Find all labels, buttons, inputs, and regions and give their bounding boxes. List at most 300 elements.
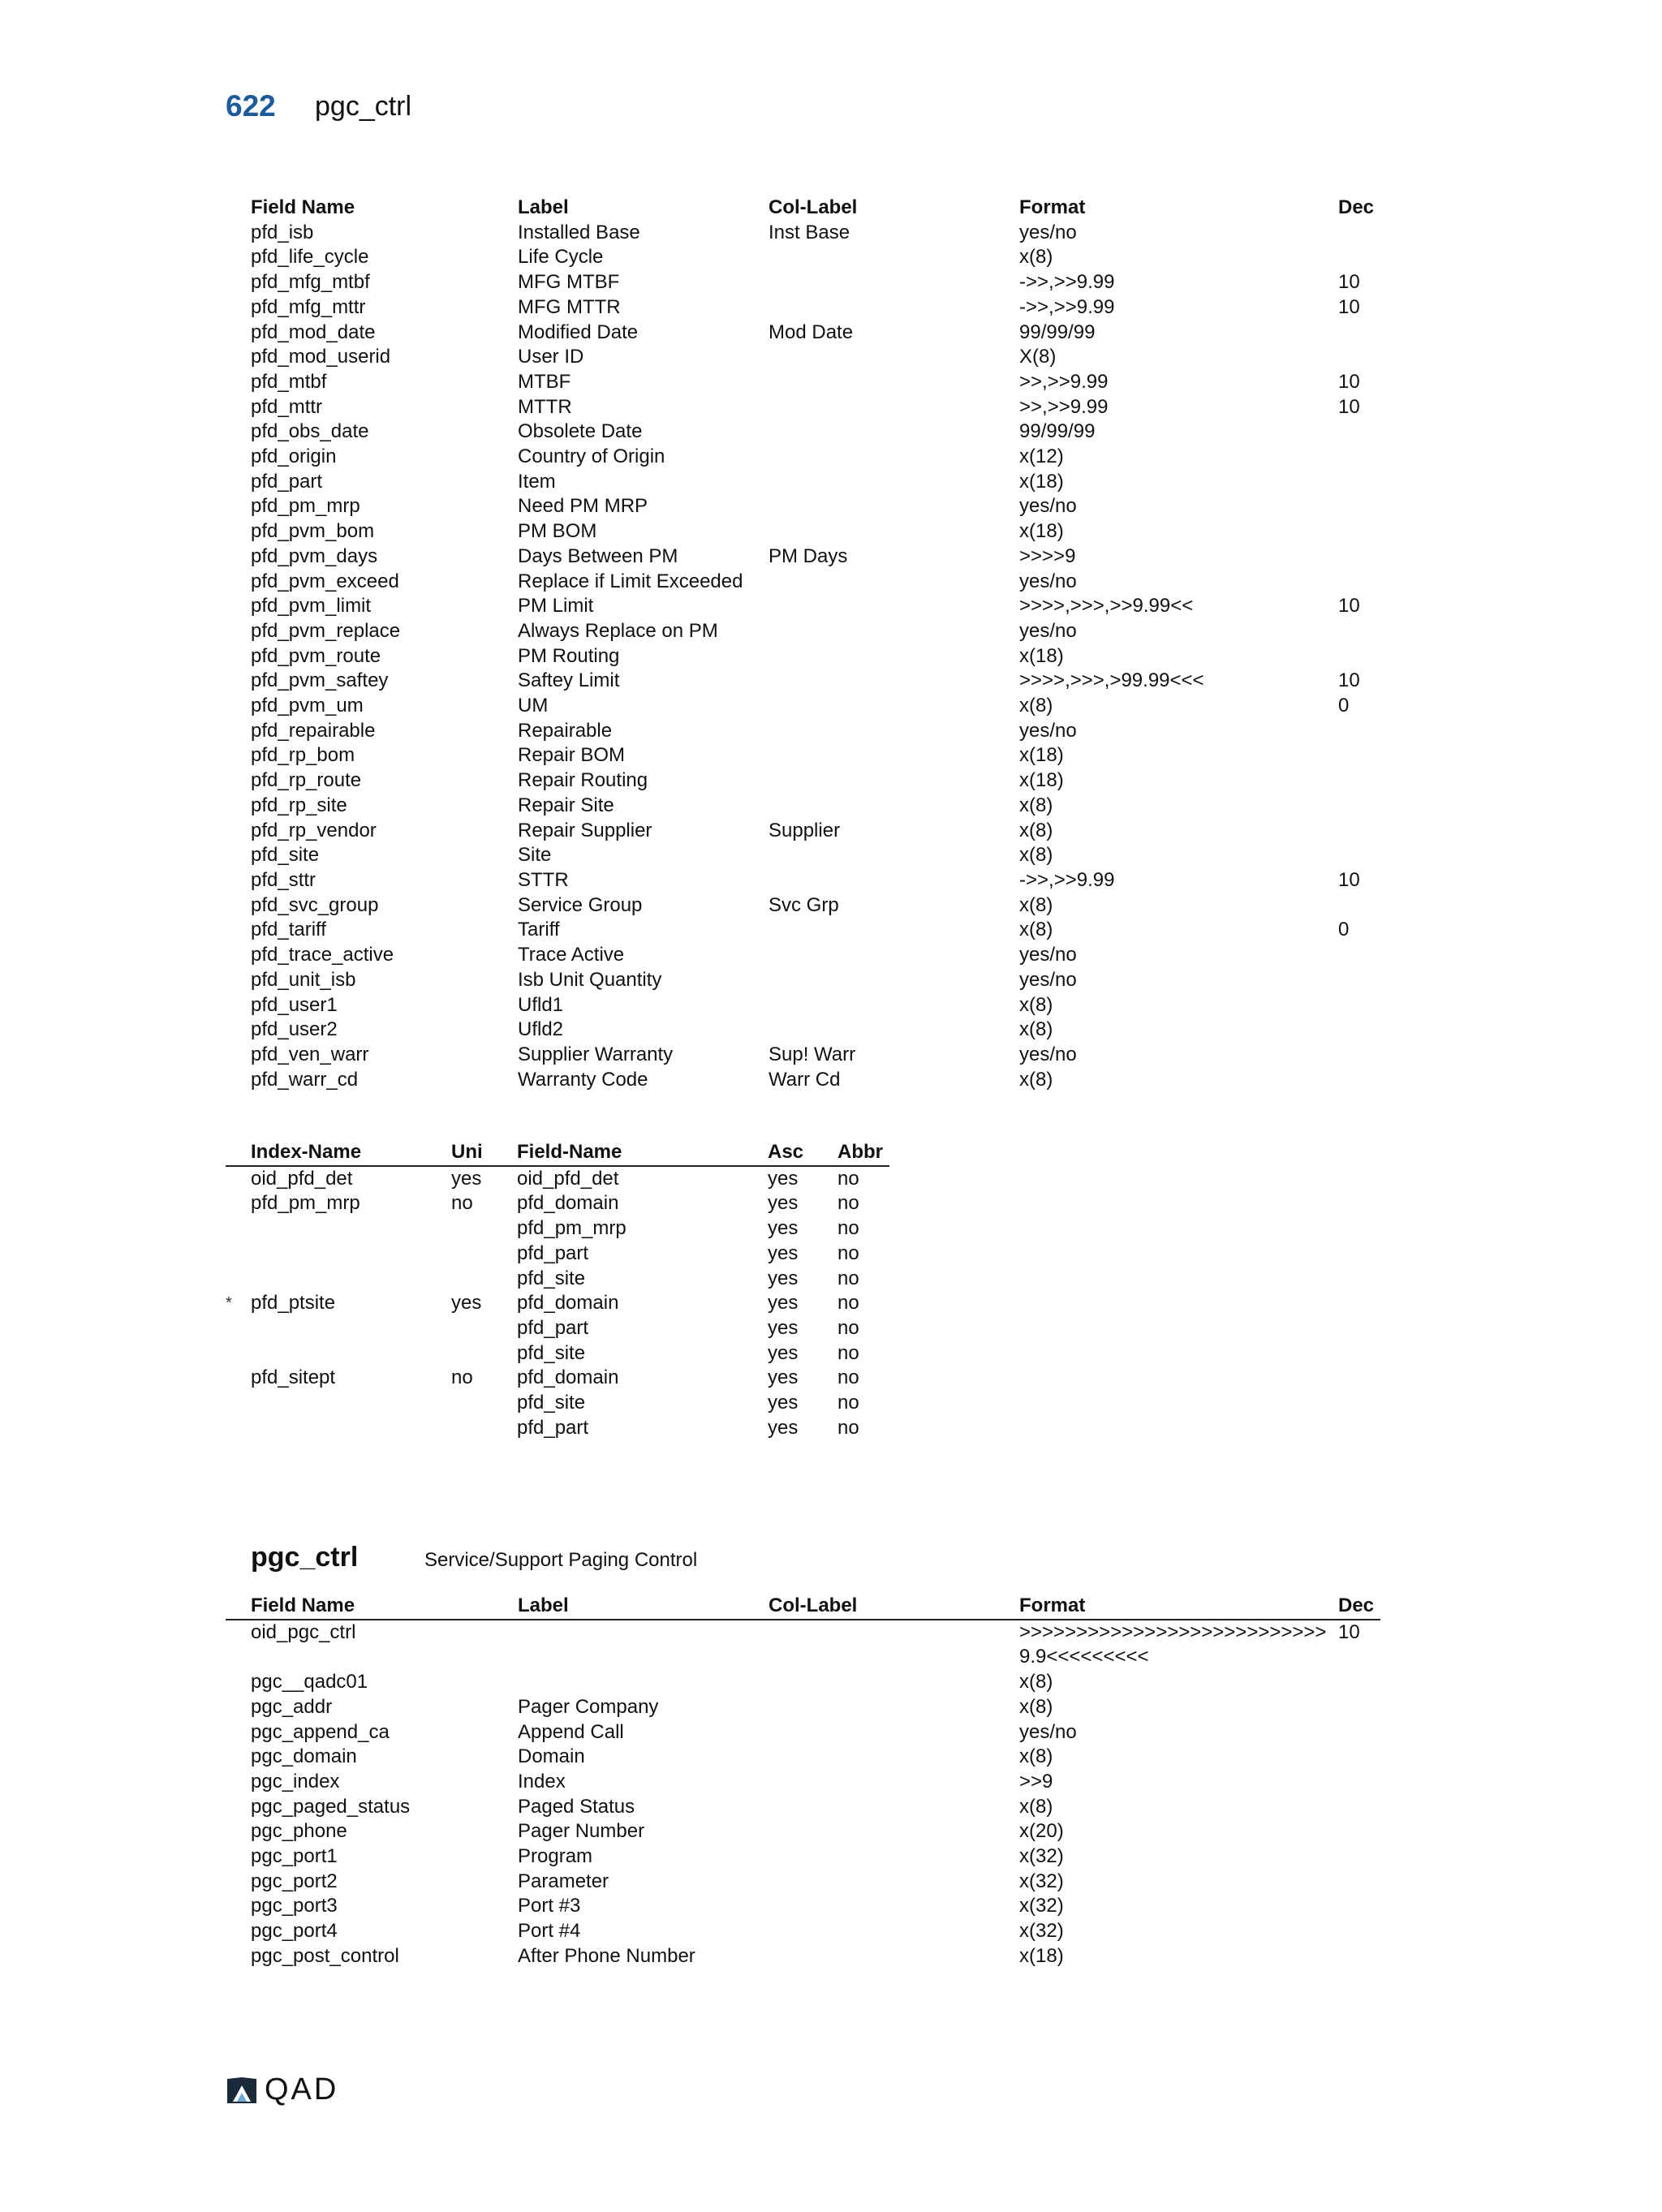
label-cell: Need PM MRP bbox=[518, 495, 648, 518]
primary-marker bbox=[226, 1366, 251, 1391]
col-label-cell bbox=[769, 1018, 1019, 1043]
primary-marker bbox=[226, 1216, 251, 1242]
table-row bbox=[226, 1391, 889, 1416]
label-cell: After Phone Number bbox=[518, 1944, 695, 1967]
table-row bbox=[251, 743, 1379, 768]
col-label-cell bbox=[769, 644, 1019, 669]
label-cell: PM BOM bbox=[518, 520, 597, 543]
format-cell: yes/no bbox=[1019, 1720, 1077, 1743]
abbr-cell: no bbox=[837, 1167, 859, 1190]
dec-cell bbox=[1338, 494, 1379, 519]
asc-cell: yes bbox=[768, 1392, 799, 1414]
index-name-cell: oid_pfd_det bbox=[251, 1167, 353, 1190]
col-label-cell bbox=[769, 1620, 1019, 1670]
format-cell: x(8) bbox=[1019, 819, 1053, 841]
dec-cell bbox=[1338, 470, 1379, 495]
label-cell: Warranty Code bbox=[518, 1068, 648, 1091]
label-cell: Country of Origin bbox=[518, 445, 665, 468]
field-name-cell: pfd_domain bbox=[517, 1292, 619, 1315]
primary-marker bbox=[226, 1191, 251, 1216]
unique-cell: no bbox=[451, 1192, 473, 1215]
format-cell: x(18) bbox=[1019, 744, 1064, 767]
table-row bbox=[251, 669, 1379, 694]
table-row bbox=[251, 221, 1379, 246]
primary-marker bbox=[226, 1242, 251, 1267]
table-row bbox=[251, 470, 1379, 495]
table-row bbox=[251, 918, 1379, 943]
field-name-cell: pgc_index bbox=[251, 1770, 340, 1792]
label-cell: Always Replace on PM bbox=[518, 619, 718, 642]
col-label-cell bbox=[769, 570, 1019, 595]
index-name-cell: pfd_ptsite bbox=[251, 1292, 336, 1315]
asc-cell: yes bbox=[768, 1366, 799, 1389]
column-header-spacer bbox=[226, 1594, 251, 1620]
label-cell: User ID bbox=[518, 346, 584, 368]
dec-cell bbox=[1338, 1819, 1380, 1844]
column-header: Field Name bbox=[251, 1594, 355, 1616]
label-cell: UM bbox=[518, 695, 549, 717]
primary-marker bbox=[226, 1267, 251, 1292]
field-name-cell: pfd_mttr bbox=[251, 395, 323, 418]
table-row bbox=[226, 1416, 889, 1441]
table-row bbox=[251, 619, 1379, 644]
table-row bbox=[251, 594, 1379, 619]
table-row bbox=[226, 1216, 889, 1242]
row-spacer bbox=[226, 1919, 251, 1944]
table-row bbox=[226, 1894, 1380, 1919]
col-label-cell: Mod Date bbox=[769, 321, 854, 343]
unique-cell bbox=[451, 1391, 517, 1416]
format-cell: x(8) bbox=[1019, 844, 1053, 867]
label-cell: Trace Active bbox=[518, 944, 625, 966]
row-spacer bbox=[226, 1770, 251, 1795]
field-name-cell: oid_pgc_ctrl bbox=[251, 1620, 356, 1643]
table-row bbox=[251, 719, 1379, 744]
table-row bbox=[251, 445, 1379, 470]
qad-logo bbox=[226, 2072, 338, 2107]
label-cell: Modified Date bbox=[518, 321, 639, 343]
dec-cell: 10 bbox=[1338, 370, 1360, 393]
format-cell: x(18) bbox=[1019, 644, 1064, 667]
label-cell: Program bbox=[518, 1845, 593, 1868]
format-cell: >>9 bbox=[1019, 1770, 1053, 1792]
index-name-cell bbox=[251, 1391, 451, 1416]
field-name-cell: pfd_pvm_um bbox=[251, 695, 364, 717]
table-row bbox=[226, 1745, 1380, 1770]
primary-marker bbox=[226, 1316, 251, 1341]
table-row bbox=[226, 1919, 1380, 1944]
abbr-cell: no bbox=[837, 1267, 859, 1289]
table-row bbox=[251, 694, 1379, 719]
asc-cell: yes bbox=[768, 1217, 799, 1240]
index-name-cell bbox=[251, 1416, 451, 1441]
label-cell: Domain bbox=[518, 1745, 585, 1768]
field-name-cell: pfd_svc_group bbox=[251, 893, 379, 916]
field-name-cell: pfd_obs_date bbox=[251, 420, 369, 443]
index-table bbox=[226, 1140, 889, 1440]
column-header: Label bbox=[518, 196, 569, 218]
col-label-cell bbox=[769, 1795, 1019, 1820]
dec-cell bbox=[1338, 519, 1379, 544]
abbr-cell: no bbox=[837, 1341, 859, 1364]
format-cell: >>,>>9.99 bbox=[1019, 370, 1109, 393]
label-cell: Installed Base bbox=[518, 221, 640, 243]
table-row bbox=[251, 494, 1379, 519]
field-name-cell: pfd_part bbox=[251, 470, 323, 493]
unique-cell bbox=[451, 1316, 517, 1341]
dec-cell bbox=[1338, 1919, 1380, 1944]
dec-cell bbox=[1338, 719, 1379, 744]
format-cell: yes/no bbox=[1019, 495, 1077, 518]
table-row bbox=[251, 768, 1379, 794]
format-cell: x(8) bbox=[1019, 1745, 1053, 1768]
asc-cell: yes bbox=[768, 1292, 799, 1315]
row-spacer bbox=[226, 1819, 251, 1844]
field-name-cell: pfd_mod_date bbox=[251, 321, 376, 343]
format-cell: x(8) bbox=[1019, 246, 1053, 269]
label-cell: Append Call bbox=[518, 1720, 624, 1743]
col-label-cell: Supplier bbox=[769, 819, 841, 841]
primary-marker bbox=[226, 1391, 251, 1416]
label-cell: Ufld1 bbox=[518, 993, 564, 1016]
format-cell: x(18) bbox=[1019, 470, 1064, 493]
fields-table-2 bbox=[226, 1594, 1380, 1969]
format-cell: yes/no bbox=[1019, 570, 1077, 592]
label-cell: Repair Supplier bbox=[518, 819, 652, 841]
dec-cell bbox=[1338, 1018, 1379, 1043]
col-label-cell bbox=[769, 295, 1019, 321]
label-cell: PM Limit bbox=[518, 595, 594, 618]
dec-cell: 10 bbox=[1338, 669, 1360, 692]
col-label-cell bbox=[769, 1819, 1019, 1844]
format-cell: x(8) bbox=[1019, 1068, 1053, 1091]
index-name-cell bbox=[251, 1242, 451, 1267]
field-name-cell: pgc_post_control bbox=[251, 1944, 399, 1967]
column-header: Format bbox=[1019, 196, 1086, 218]
label-cell: Days Between PM bbox=[518, 544, 678, 567]
dec-cell: 10 bbox=[1338, 395, 1360, 418]
dec-cell bbox=[1338, 420, 1379, 445]
dec-cell bbox=[1338, 794, 1379, 819]
table-row bbox=[226, 1795, 1380, 1820]
column-header: Col-Label bbox=[769, 1594, 858, 1616]
format-cell: x(8) bbox=[1019, 1018, 1053, 1041]
format-cell: >>>>9 bbox=[1019, 544, 1076, 567]
col-label-cell bbox=[769, 594, 1019, 619]
row-spacer bbox=[226, 1745, 251, 1770]
dec-cell bbox=[1338, 993, 1379, 1018]
format-cell: 99/99/99 bbox=[1019, 321, 1096, 343]
format-cell: x(8) bbox=[1019, 695, 1053, 717]
asc-cell: yes bbox=[768, 1341, 799, 1364]
col-label-cell bbox=[769, 420, 1019, 445]
table-header-row bbox=[226, 1594, 1380, 1620]
unique-cell: yes bbox=[451, 1167, 482, 1190]
col-label-cell bbox=[769, 395, 1019, 420]
field-name-cell: pfd_part bbox=[517, 1416, 589, 1439]
asc-cell: yes bbox=[768, 1267, 799, 1289]
table-row bbox=[251, 544, 1379, 570]
dec-cell bbox=[1338, 345, 1379, 370]
format-cell: x(18) bbox=[1019, 769, 1064, 792]
table-row bbox=[251, 295, 1379, 321]
table-row bbox=[226, 1770, 1380, 1795]
field-name-cell: pfd_origin bbox=[251, 445, 337, 468]
row-spacer bbox=[226, 1620, 251, 1670]
field-name-cell: pfd_rp_site bbox=[251, 794, 347, 816]
label-cell: Item bbox=[518, 470, 556, 493]
col-label-cell bbox=[769, 968, 1019, 993]
col-label-cell bbox=[769, 345, 1019, 370]
col-label-cell bbox=[769, 270, 1019, 295]
dec-cell bbox=[1338, 893, 1379, 919]
label-cell: Pager Number bbox=[518, 1820, 645, 1843]
field-name-cell: pfd_pvm_replace bbox=[251, 619, 401, 642]
field-name-cell: pfd_pvm_saftey bbox=[251, 669, 389, 692]
unique-cell: no bbox=[451, 1366, 473, 1389]
format-cell: yes/no bbox=[1019, 719, 1077, 742]
unique-cell bbox=[451, 1267, 517, 1292]
column-header: Asc bbox=[768, 1141, 804, 1163]
label-cell: Port #4 bbox=[518, 1920, 581, 1943]
field-name-cell: pfd_rp_bom bbox=[251, 744, 355, 767]
dec-cell bbox=[1338, 619, 1379, 644]
dec-cell bbox=[1338, 743, 1379, 768]
label-cell: Repair Site bbox=[518, 794, 614, 816]
field-name-cell: pfd_pvm_limit bbox=[251, 595, 372, 618]
row-spacer bbox=[226, 1870, 251, 1895]
dec-cell bbox=[1338, 1894, 1380, 1919]
table-row bbox=[226, 1191, 889, 1216]
col-label-cell bbox=[769, 1745, 1019, 1770]
column-header: Dec bbox=[1338, 1594, 1375, 1616]
dec-cell bbox=[1338, 245, 1379, 270]
format-cell: x(8) bbox=[1019, 1695, 1053, 1718]
asc-cell: yes bbox=[768, 1316, 799, 1339]
field-name-cell: pfd_pvm_exceed bbox=[251, 570, 399, 592]
col-label-cell bbox=[769, 1770, 1019, 1795]
table-row bbox=[251, 1043, 1379, 1068]
field-name-cell: pfd_tariff bbox=[251, 919, 326, 941]
field-name-cell: pfd_pm_mrp bbox=[517, 1217, 626, 1240]
table-row bbox=[251, 968, 1379, 993]
primary-marker: * bbox=[226, 1294, 232, 1313]
table-header-row bbox=[251, 196, 1379, 221]
format-cell: x(8) bbox=[1019, 919, 1053, 941]
format-cell: ->>,>>9.99 bbox=[1019, 271, 1115, 294]
label-cell: Obsolete Date bbox=[518, 420, 643, 443]
format-cell: >>,>>9.99 bbox=[1019, 395, 1109, 418]
field-name-cell: pfd_user1 bbox=[251, 993, 338, 1016]
field-name-cell: pfd_repairable bbox=[251, 719, 376, 742]
field-name-cell: pfd_ven_warr bbox=[251, 1043, 369, 1065]
column-header: Uni bbox=[451, 1141, 483, 1163]
label-cell: STTR bbox=[518, 868, 569, 891]
field-name-cell: pfd_domain bbox=[517, 1192, 619, 1215]
table-row bbox=[226, 1944, 1380, 1969]
field-name-cell: pgc_port3 bbox=[251, 1895, 338, 1917]
col-label-cell bbox=[769, 1720, 1019, 1745]
col-label-cell bbox=[769, 445, 1019, 470]
logo-text: QAD bbox=[265, 2072, 339, 2107]
abbr-cell: no bbox=[837, 1416, 859, 1439]
dec-cell bbox=[1338, 1844, 1380, 1870]
table-row bbox=[251, 794, 1379, 819]
format-cell: x(20) bbox=[1019, 1820, 1064, 1843]
col-label-cell bbox=[769, 794, 1019, 819]
format-cell: yes/no bbox=[1019, 1043, 1077, 1065]
format-cell: x(18) bbox=[1019, 1944, 1064, 1967]
label-cell: Port #3 bbox=[518, 1895, 581, 1917]
qad-logo-mark-icon bbox=[226, 2076, 258, 2105]
field-name-cell: pfd_warr_cd bbox=[251, 1068, 359, 1091]
dec-cell bbox=[1338, 968, 1379, 993]
dec-cell: 10 bbox=[1338, 271, 1360, 294]
table-row bbox=[251, 345, 1379, 370]
asc-cell: yes bbox=[768, 1416, 799, 1439]
table-row bbox=[251, 395, 1379, 420]
dec-cell bbox=[1338, 1870, 1380, 1895]
label-cell: Supplier Warranty bbox=[518, 1043, 674, 1065]
page-header-title: pgc_ctrl bbox=[315, 91, 412, 122]
format-cell: yes/no bbox=[1019, 944, 1077, 966]
table-row bbox=[251, 943, 1379, 968]
col-label-cell bbox=[769, 619, 1019, 644]
dec-cell bbox=[1338, 843, 1379, 868]
row-spacer bbox=[226, 1670, 251, 1695]
col-label-cell bbox=[769, 1844, 1019, 1870]
label-cell: Service Group bbox=[518, 893, 643, 916]
label-cell bbox=[518, 1670, 769, 1695]
format-cell: x(8) bbox=[1019, 1671, 1053, 1693]
label-cell: Parameter bbox=[518, 1870, 609, 1892]
index-name-cell bbox=[251, 1267, 451, 1292]
table-row bbox=[251, 644, 1379, 669]
page-number: 622 bbox=[226, 89, 276, 123]
dec-cell bbox=[1338, 644, 1379, 669]
dec-cell: 0 bbox=[1338, 919, 1350, 941]
table-row bbox=[251, 519, 1379, 544]
section-title: pgc_ctrl bbox=[251, 1542, 359, 1573]
field-name-cell: pgc_port4 bbox=[251, 1920, 338, 1943]
dec-cell bbox=[1338, 819, 1379, 844]
table-row bbox=[226, 1720, 1380, 1745]
format-cell: x(8) bbox=[1019, 993, 1053, 1016]
col-label-cell bbox=[769, 519, 1019, 544]
field-name-cell: pfd_part bbox=[517, 1242, 589, 1264]
label-cell: Tariff bbox=[518, 919, 560, 941]
label-cell: MTTR bbox=[518, 395, 572, 418]
col-label-cell bbox=[769, 1919, 1019, 1944]
col-label-cell bbox=[769, 743, 1019, 768]
field-name-cell: pfd_site bbox=[517, 1392, 586, 1414]
dec-cell bbox=[1338, 1795, 1380, 1820]
dec-cell bbox=[1338, 1720, 1380, 1745]
index-name-cell bbox=[251, 1316, 451, 1341]
format-cell: >>>>,>>>,>99.99<<< bbox=[1019, 669, 1204, 692]
field-name-cell: pfd_rp_vendor bbox=[251, 819, 377, 841]
field-name-cell: oid_pfd_det bbox=[517, 1167, 619, 1190]
col-label-cell: Sup! Warr bbox=[769, 1043, 856, 1065]
table-row bbox=[226, 1620, 1380, 1670]
label-cell: PM Routing bbox=[518, 644, 620, 667]
field-name-cell: pfd_mfg_mttr bbox=[251, 295, 366, 318]
format-cell: x(32) bbox=[1019, 1920, 1064, 1943]
dec-cell bbox=[1338, 1043, 1379, 1068]
column-header: Field-Name bbox=[517, 1141, 622, 1163]
abbr-cell: no bbox=[837, 1366, 859, 1389]
column-header: Label bbox=[518, 1594, 569, 1616]
row-spacer bbox=[226, 1844, 251, 1870]
dec-cell bbox=[1338, 321, 1379, 346]
row-spacer bbox=[226, 1695, 251, 1720]
unique-cell bbox=[451, 1242, 517, 1267]
col-label-cell bbox=[769, 768, 1019, 794]
table-row bbox=[251, 420, 1379, 445]
field-name-cell: pfd_part bbox=[517, 1316, 589, 1339]
table-row bbox=[251, 270, 1379, 295]
asc-cell: yes bbox=[768, 1167, 799, 1190]
dec-cell bbox=[1338, 1695, 1380, 1720]
table-row bbox=[226, 1341, 889, 1366]
table-header-row bbox=[226, 1140, 889, 1166]
dec-cell: 0 bbox=[1338, 695, 1350, 717]
primary-marker bbox=[226, 1416, 251, 1441]
field-name-cell: pfd_trace_active bbox=[251, 944, 394, 966]
format-cell: 99/99/99 bbox=[1019, 420, 1096, 443]
format-cell: x(12) bbox=[1019, 445, 1064, 468]
field-name-cell: pgc_port2 bbox=[251, 1870, 338, 1892]
table-row bbox=[226, 1670, 1380, 1695]
row-spacer bbox=[226, 1894, 251, 1919]
fields-table-1 bbox=[251, 196, 1379, 1092]
col-label-cell bbox=[769, 1670, 1019, 1695]
dec-cell bbox=[1338, 1770, 1380, 1795]
table-row bbox=[226, 1819, 1380, 1844]
table-row bbox=[226, 1242, 889, 1267]
format-cell: x(32) bbox=[1019, 1895, 1064, 1917]
field-name-cell: pfd_mod_userid bbox=[251, 346, 391, 368]
index-name-cell: pfd_sitept bbox=[251, 1366, 336, 1389]
dec-cell: 10 bbox=[1338, 868, 1360, 891]
col-label-cell bbox=[769, 1695, 1019, 1720]
label-cell: MFG MTBF bbox=[518, 271, 620, 294]
asc-cell: yes bbox=[768, 1242, 799, 1264]
dec-cell bbox=[1338, 221, 1379, 246]
field-name-cell: pfd_pvm_bom bbox=[251, 520, 375, 543]
field-name-cell: pgc_paged_status bbox=[251, 1795, 411, 1818]
row-spacer bbox=[226, 1795, 251, 1820]
label-cell: MTBF bbox=[518, 370, 571, 393]
format-cell: x(32) bbox=[1019, 1870, 1064, 1892]
index-name-cell bbox=[251, 1216, 451, 1242]
abbr-cell: no bbox=[837, 1392, 859, 1414]
column-header: Field Name bbox=[251, 196, 355, 218]
table-row bbox=[226, 1267, 889, 1292]
section-description: Service/Support Paging Control bbox=[424, 1549, 698, 1571]
col-label-cell: Warr Cd bbox=[769, 1068, 841, 1091]
label-cell: MFG MTTR bbox=[518, 295, 621, 318]
label-cell: Index bbox=[518, 1770, 566, 1792]
label-cell: Life Cycle bbox=[518, 246, 604, 269]
dec-cell bbox=[1338, 544, 1379, 570]
row-spacer bbox=[226, 1720, 251, 1745]
format-cell: x(8) bbox=[1019, 893, 1053, 916]
column-header: Abbr bbox=[837, 1141, 883, 1163]
dec-cell bbox=[1338, 1670, 1380, 1695]
dec-cell bbox=[1338, 445, 1379, 470]
format-cell: yes/no bbox=[1019, 619, 1077, 642]
